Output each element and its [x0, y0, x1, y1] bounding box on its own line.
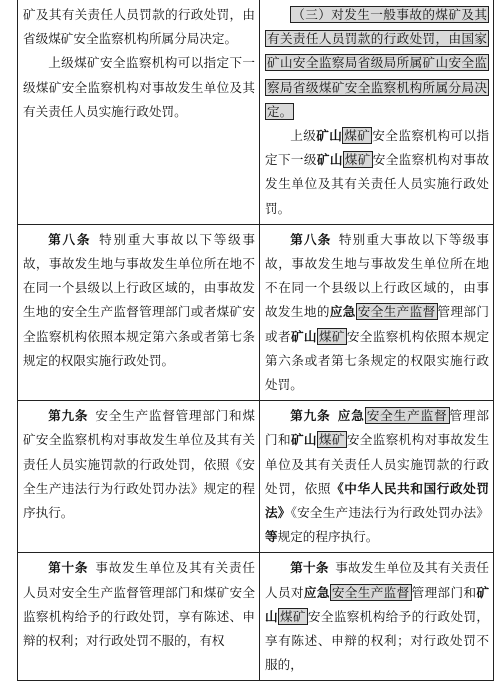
inserted-text: 《中华人民共和国行政处罚法》 — [265, 480, 490, 521]
paragraph — [23, 228, 255, 373]
text-run: 事故发生单位及其有关责任人员对 — [265, 560, 490, 600]
text-run: 上级 — [290, 128, 317, 144]
paragraph — [23, 556, 255, 653]
text-run: 安全生产监督管理部门和煤矿安全监察机构对事故发生单位及其有关责任人员实施罚款的行政处罚，依照《安全生产违法行为行政处罚办法》规定的程序执行。 — [23, 408, 256, 521]
new-text-cell — [260, 553, 494, 681]
text-run: 事故发生单位及其有关责任人员对安全生产监督管理部门和煤矿安全监察机构给予的行政处罚，享有陈述、申辩的权利；对行政处罚不服的，有权 — [23, 560, 256, 649]
new-text-cell — [260, 401, 494, 553]
text-run: 管理部门和 — [411, 584, 477, 600]
text-run: 特别重大事故以下等级事故，事故发生地与事故发生单位所在地不在同一个县级以上行政区域的，由事故发生地的安全生产监督管理部门或者煤矿安全监察机构依照本规定第六条或者第七条规定的权限实施行政处罚。 — [23, 231, 256, 368]
text-run: 安全监察机构依照本规定第六条或者第七条规定的权限实施行政处罚。 — [265, 328, 490, 393]
old-text-cell — [18, 553, 260, 681]
text-run: 安全监察机构对事故发生单位及其有关责任人员实施罚款的行政处罚，依照 — [265, 432, 490, 496]
article-number: 第十条 — [48, 560, 89, 576]
table-row — [18, 553, 494, 681]
old-text-cell — [18, 0, 260, 224]
article-number: 第八条 — [48, 231, 92, 247]
deleted-text: 安全生产监督 — [331, 584, 410, 600]
text-run: 安全监察机构可以指定下一级 — [265, 128, 489, 168]
deleted-text: 煤矿 — [344, 152, 371, 168]
new-text-cell — [260, 0, 494, 224]
highlighted-deleted-text: （三）对发生一般事故的煤矿及其有关责任人员罚款的行政处罚，由国家矿山安全监察局省级局所属矿山安全监察局省级煤矿安全监察机构所属分局决定。 — [267, 7, 487, 119]
article-number: 第九条 — [290, 408, 331, 424]
inserted-text: 等 — [265, 529, 278, 545]
inserted-text: 应急 — [336, 408, 365, 424]
inserted-text: 矿山 — [316, 152, 343, 168]
text-run: 管理部门和 — [265, 408, 490, 448]
paragraph: 上级煤矿安全监察机构可以指定下一级煤矿安全监察机构对事故发生单位及其有关责任人员实施行政处罚。 — [23, 55, 255, 119]
deleted-text: 安全生产监督 — [366, 408, 448, 424]
text-run: 安全监察机构对事故发生单位及其有关责任人员实施行政处罚。 — [265, 152, 490, 216]
paragraph — [265, 228, 489, 397]
inserted-text: 应急 — [329, 304, 356, 320]
old-text-cell — [18, 224, 260, 400]
text-run: 特别重大事故以下等级事故，事故发生地与事故发生单位所在地不在同一个县级以上行政区域的，由事故发生地的 — [265, 231, 490, 320]
article-number: 第九条 — [48, 408, 89, 424]
text-run: 规定的程序执行。 — [277, 529, 379, 545]
article-number: 第十条 — [290, 560, 329, 576]
deleted-text: 安全生产监督 — [357, 304, 436, 320]
paragraph — [23, 404, 255, 525]
paragraph — [265, 404, 489, 549]
table-row — [18, 224, 494, 400]
inserted-text: 矿山 — [290, 328, 317, 344]
article-number: 第八条 — [290, 231, 332, 247]
inserted-text: 矿山 — [290, 432, 317, 448]
text-run: 管理部门或者 — [265, 304, 490, 344]
deleted-text: 煤矿 — [318, 328, 345, 344]
deleted-text: 煤矿 — [318, 432, 345, 448]
deleted-text: 煤矿 — [344, 128, 371, 144]
table-row — [18, 0, 494, 224]
text-run: 安全监察机构给予的行政处罚，享有陈述、申辩的权利；对行政处罚不服的， — [265, 608, 490, 673]
paragraph — [265, 556, 489, 677]
paragraph — [265, 124, 489, 221]
inserted-text: 应急 — [303, 584, 330, 600]
comparison-table — [17, 0, 494, 681]
inserted-text: 矿山 — [316, 128, 343, 144]
old-text-cell — [18, 401, 260, 553]
inserted-text: 矿山 — [265, 584, 490, 624]
paragraph — [265, 3, 489, 124]
text-run: 《安全生产违法行为行政处罚办法》 — [290, 505, 490, 521]
paragraph: 矿及其有关责任人员罚款的行政处罚，由省级煤矿安全监察机构所属分局决定。 — [23, 7, 255, 47]
table-row — [18, 401, 494, 553]
deleted-text: 煤矿 — [279, 608, 306, 624]
new-text-cell — [260, 224, 494, 400]
